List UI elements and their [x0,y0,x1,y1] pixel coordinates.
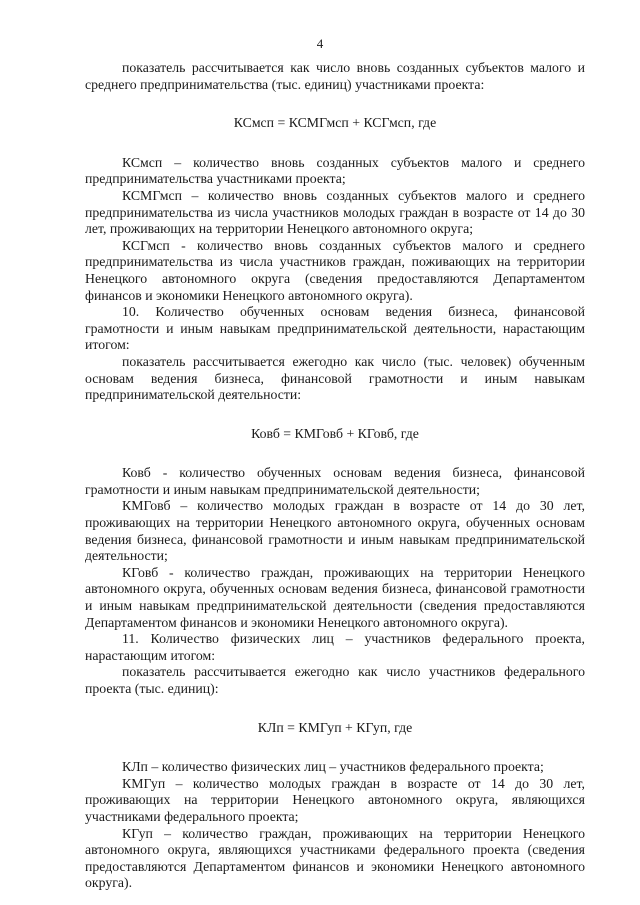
document-body [85,60,585,892]
paragraph: КЛп – количество физических лиц – участников федерального проекта; [122,759,544,775]
section-heading: 10. Количество обученных основам ведения бизнеса, финансовой грамотности и иным навыкам предпринимательской деятельности, нарастающим итогом: [85,304,585,353]
paragraph: КГуп – количество граждан, проживающих на территории Ненецкого автономного округа, являющихся участниками федерального проекта (сведения предоставляются Департаментом финансов и экономики Ненецкого автономного округа). [85,825,585,891]
page-number: 4 [316,36,324,51]
paragraph: КСГмсп - количество вновь созданных субъектов малого и среднего предпринимательства из числа участников граждан, поживающих на территории Ненецкого автономного округа (сведения предоставляются Департаментом финансов и экономики Ненецкого автономного округа). [85,237,585,303]
paragraph: показатель рассчитывается как число вновь созданных субъектов малого и среднего предпринимательства (тыс. единиц) участниками проекта: [85,60,585,92]
paragraph: КСМГмсп – количество вновь созданных субъектов малого и среднего предпринимательства из числа участников молодых граждан в возрасте от 14 до 30 лет, проживающих на территории Ненецкого автономного округа; [85,187,585,237]
paragraph: Ковб - количество обученных основам ведения бизнеса, финансовой грамотности и иным навыкам предпринимательской деятельности; [85,465,585,497]
formula: Ковб = КМГовб + КГовб, где [251,425,419,441]
paragraph: показатель рассчитывается ежегодно как число участников федерального проекта (тыс. единиц): [85,664,585,696]
paragraph: показатель рассчитывается ежегодно как число (тыс. человек) обученным основам ведения бизнеса, финансовой грамотности и иным навыкам предпринимательской деятельности: [85,353,585,403]
paragraph: КМГуп – количество молодых граждан в возрасте от 14 до 30 лет, проживающих на территории Ненецкого автономного округа, являющихся участниками федерального проекта; [85,775,585,824]
paragraph: КСмсп – количество вновь созданных субъектов малого и среднего предпринимательства участниками проекта; [85,154,585,187]
paragraph: КГовб - количество граждан, проживающих на территории Ненецкого автономного округа, обученных основам ведения бизнеса, финансовой грамотности и иным навыкам предпринимательской деятельности (сведения предоставляются Департаментом финансов и экономики Ненецкого автономного округа). [85,564,585,630]
formula: КСмсп = КСМГмсп + КСГмсп, где [233,115,437,131]
section-heading: 11. Количество физических лиц – участников федерального проекта, нарастающим итогом: [85,631,585,663]
paragraph: КМГовб – количество молодых граждан в возрасте от 14 до 30 лет, проживающих на территории Ненецкого автономного округа, обученных основам ведения бизнеса, финансовой грамотности и иным навыкам предпринимательской деятельности; [85,498,585,564]
formula: КЛп = КМГуп + КГуп, где [257,719,413,735]
